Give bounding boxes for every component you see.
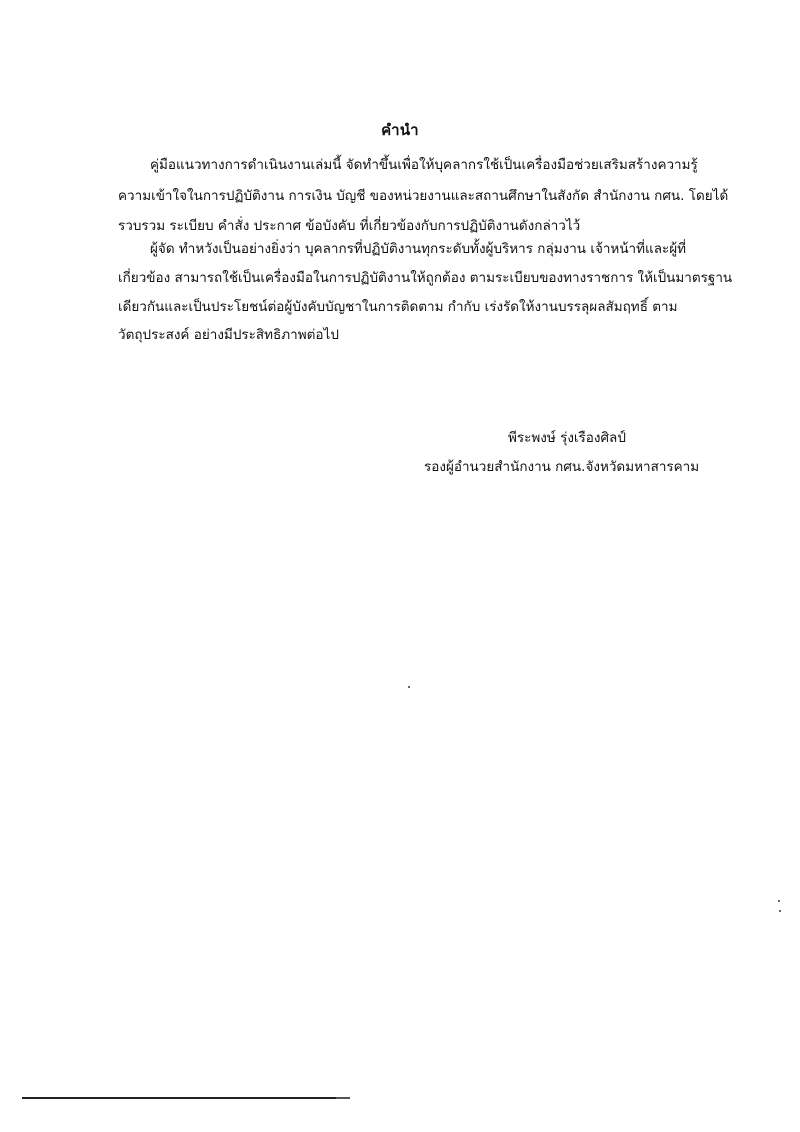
bottom-scan-dash: [336, 1097, 350, 1099]
scan-speck: [408, 686, 410, 688]
signature-name: พีระพงษ์ รุ่งเรืองศิลป์: [508, 430, 626, 446]
scan-speck: [779, 910, 781, 912]
paragraph-2-line-1: ผู้จัด ทำหวังเป็นอย่างยิ่งว่า บุคลากรที่ปฏิบัติงานทุกระดับทั้งผู้บริหาร กลุ่มงาน เจ้าหน้าที่และผู้ที่: [150, 241, 687, 257]
paragraph-1-line-3: รวบรวม ระเบียบ คำสั่ง ประกาศ ข้อบังคับ ที่เกี่ยวข้องกับการปฏิบัติงานดังกล่าวไว้: [118, 218, 581, 234]
paragraph-1-line-2: ความเข้าใจในการปฏิบัติงาน การเงิน บัญชี ของหน่วยงานและสถานศึกษาในสังกัด สำนักงาน กศน. โดยได้: [118, 188, 729, 204]
scan-speck: [778, 900, 780, 902]
bottom-scan-line: [22, 1097, 340, 1099]
document-title: คำนำ: [381, 121, 419, 139]
paragraph-2-line-4: วัตถุประสงค์ อย่างมีประสิทธิภาพต่อไป: [118, 327, 339, 343]
paragraph-2-line-3: เดียวกันและเป็นประโยชน์ต่อผู้บังคับบัญชาในการติดตาม กำกับ เร่งรัดให้งานบรรลุผลสัมฤทธิ์ ตาม: [118, 299, 678, 315]
paragraph-1-line-1: คู่มือแนวทางการดำเนินงานเล่มนี้ จัดทำขึ้นเพื่อให้บุคลากรใช้เป็นเครื่องมือช่วยเสริมสร้างความรู้: [150, 157, 698, 173]
signature-position: รองผู้อำนวยสำนักงาน กศน.จังหวัดมหาสารคาม: [424, 459, 700, 475]
paragraph-2-line-2: เกี่ยวข้อง สามารถใช้เป็นเครื่องมือในการปฏิบัติงานให้ถูกต้อง ตามระเบียบของทางราชการ ให้เป็นมาตรฐาน: [118, 270, 733, 286]
